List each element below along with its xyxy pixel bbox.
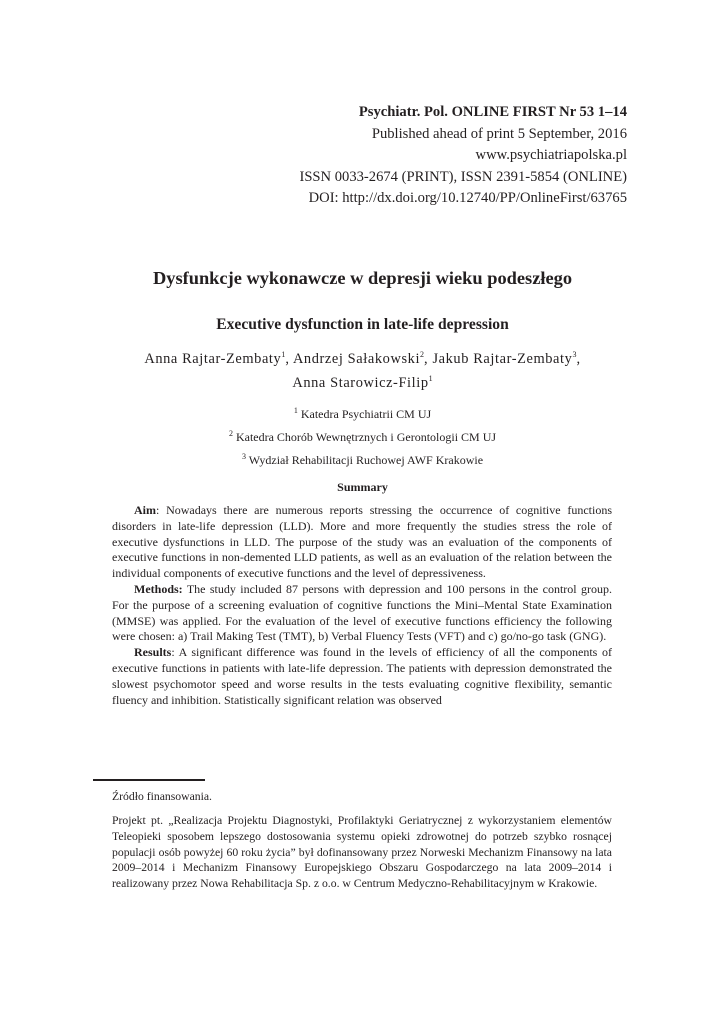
authors [40, 345, 685, 393]
affiliation [0, 447, 725, 470]
author-name: Anna Rajtar-Zembaty [144, 350, 282, 367]
affiliation [0, 424, 725, 447]
author-name: Andrzej Sałakowski [292, 350, 421, 367]
journal-citation: Psychiatr. Pol. ONLINE FIRST Nr 53 1–14 [358, 104, 627, 120]
author-separator: , [285, 350, 293, 367]
affiliation [0, 401, 725, 424]
title-english: Executive dysfunction in late-life depression [216, 316, 509, 333]
author-separator: , [576, 350, 581, 367]
abstract [112, 503, 612, 708]
project-footnote: Projekt pt. „Realizacja Projektu Diagnostyki, Profilaktyki Geriatrycznej z wykorzystaniem elementów Teleopieki sposobem lepszego dostosowania systemu opieki zdrowotnej do potrzeb szybko rosnącej populacji osób powyżej 60 roku życia” był dofinansowany przez Norweski Mechanizm Finansowy na lata 2009–2014 i Mechanizm Finansowy Europejskiego Obszaru Gospodarczego na lata 2009–2014 i realizowany przez Nowa Rehabilitacja Sp. z o.o. w Centrum Medyczno-Rehabilitacyjnym w Krakowie. [112, 814, 612, 891]
funding-footnote: Źródło finansowania. [112, 790, 212, 803]
affiliations [0, 401, 725, 470]
publication-date: Published ahead of print 5 September, 2016 [371, 125, 627, 142]
affiliation-text: Katedra Psychiatrii CM UJ [300, 407, 432, 421]
affiliation-number: 2 [228, 429, 233, 438]
methods-text: The study included 87 persons with depression and 100 persons in the control group. For the purpose of a screening evaluation of cognitive functions the Mini–Mental State Examination (MMSE) was applied. For the evaluation of the level of executive functions efficiency the following were chosen: a) Trail Making Test (TMT), b) Verbal Fluency Tests (VFT) and c) go/no-go task (GNG). [112, 581, 612, 644]
aim-label: Aim [134, 503, 156, 517]
abstract-results [112, 645, 612, 708]
title-polish: Dysfunkcje wykonawcze w depresji wieku podeszłego [152, 268, 573, 288]
results-text: : A significant difference was found in the levels of efficiency of all the components of executive functions in patients with late-life depression. The patients with depression demonstrated the slowest psychomotor speed and worse results in the tests evaluating cognitive flexibility, semantic fluency and inhibition. Statistically significant relation was observed [112, 645, 612, 707]
author-separator: , [424, 350, 433, 367]
affiliation-number: 3 [241, 452, 246, 461]
aim-text: : Nowadays there are numerous reports stressing the occurrence of cognitive functions disorders in late-life depression (LLD). More and more frequently the studies stress the role of executive dysfunctions in LLD. The purpose of the study was an evaluation of the components of executive functions in non-demented LLD patients, as well as an evaluation of the relation between the individual components of executive functions and the level of depressiveness. [112, 503, 612, 581]
author-name: Anna Starowicz-Filip [292, 374, 429, 391]
abstract-aim [112, 503, 612, 582]
author-affiliation-number: 3 [572, 350, 577, 359]
doi[interactable]: DOI: http://dx.doi.org/10.12740/PP/OnlineFirst/63765 [308, 190, 627, 207]
journal-header [299, 102, 627, 210]
author-affiliation-number: 1 [428, 373, 433, 383]
results-label: Results [134, 645, 172, 660]
author-affiliation-number: 2 [420, 350, 425, 359]
abstract-methods [112, 582, 612, 645]
footnote-divider [93, 779, 205, 781]
author-affiliation-number: 1 [281, 350, 286, 359]
affiliation-number: 1 [293, 406, 298, 415]
affiliation-text: Katedra Chorób Wewnętrznych i Gerontologii CM UJ [235, 430, 497, 444]
methods-label: Methods: [134, 581, 183, 596]
issn: ISSN 0033-2674 (PRINT), ISSN 2391-5854 (ONLINE) [299, 168, 627, 185]
journal-url[interactable]: www.psychiatriapolska.pl [475, 147, 627, 164]
affiliation-text: Wydział Rehabilitacji Ruchowej AWF Krakowie [248, 453, 484, 467]
author-name: Jakub Rajtar-Zembaty [432, 350, 573, 367]
summary-heading: Summary [337, 480, 388, 494]
